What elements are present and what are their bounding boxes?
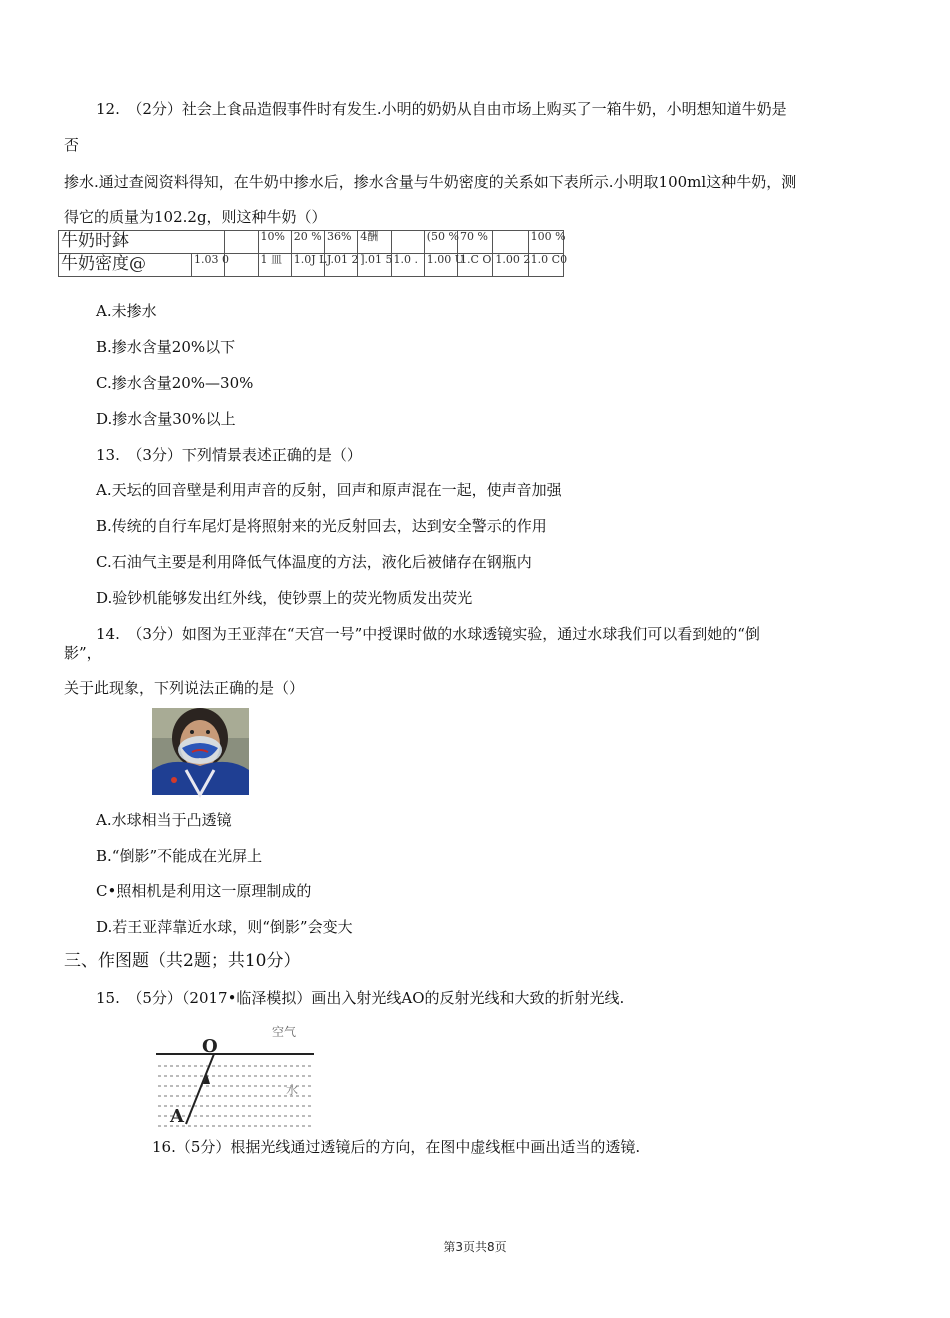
table-cell (493, 231, 528, 254)
q14-stem-line3: 关于此现象，下列说法正确的是（） (64, 679, 305, 697)
table-cell: (50 % (424, 231, 457, 254)
table-cell: 1.00 U (424, 254, 457, 277)
table-cell (225, 254, 258, 277)
milk-density-table (58, 230, 568, 277)
astronaut-water-ball-image (152, 708, 249, 795)
table-cell: 1.0 C0 (528, 254, 563, 277)
q13-stem: 13. （3分）下列情景表述正确的是（） (96, 446, 362, 464)
table-cell: 1.C O (458, 254, 493, 277)
table-cell: 4酬 (358, 231, 391, 254)
table-cell: 牛奶密度@ (59, 254, 192, 277)
q12-option-d: D.掺水含量30%以上 (96, 410, 236, 428)
page-number: 第3页共8页 (443, 1240, 507, 1254)
q16-stem: 16.（5分）根据光线通过透镜后的方向，在图中虚线框中画出适当的透镜. (152, 1138, 641, 1156)
q13-option-a: A.天坛的回音壁是利用声音的反射，回声和原声混在一起，使声音加强 (96, 481, 562, 499)
table-cell: 70 % (458, 231, 493, 254)
table-cell: 36% (325, 231, 358, 254)
table-cell: 20 % (291, 231, 324, 254)
table-cell: 1 皿 (258, 254, 291, 277)
q12-stem-line3: 掺水.通过查阅资料得知，在牛奶中掺水后，掺水含量与牛奶密度的关系如下表所示.小明取100ml这种牛奶，测 (64, 173, 797, 191)
water-ball-photo (152, 708, 249, 795)
table-cell: 10% (258, 231, 291, 254)
table-cell (391, 231, 424, 254)
point-o-label: O (202, 1036, 218, 1057)
q12-stem-line4: 得它的质量为102.2g，则这种牛奶（） (64, 208, 327, 226)
q12-option-b: B.掺水含量20%以下 (96, 338, 236, 356)
q14-option-b: B.“倒影”不能成在光屏上 (96, 847, 263, 865)
q12-option-a: A.未掺水 (96, 302, 157, 320)
table-cell: ].01 5 (358, 254, 391, 277)
table-row-water-content (59, 231, 564, 254)
q13-option-b: B.传统的自行车尾灯是将照射来的光反射回去，达到安全警示的作用 (96, 517, 547, 535)
q14-stem-line1: 14. （3分）如图为王亚萍在“天宫一号”中授课时做的水球透镜实验，通过水球我们可以看到她的“倒 (96, 625, 760, 643)
q13-option-d: D.验钞机能够发出红外线，使钞票上的荧光物质发出荧光 (96, 589, 473, 607)
refraction-figure (150, 1020, 320, 1132)
table-cell: 1.0J L (291, 254, 324, 277)
table-cell: 1.03 0 (192, 254, 225, 277)
q14-option-c: C•照相机是利用这一原理制成的 (96, 882, 312, 900)
table-cell: 1.00 2 (493, 254, 528, 277)
table-cell: 牛奶时鉢 (59, 231, 225, 254)
q14-stem-line2: 影”， (64, 644, 102, 662)
table-cell: 1.0 . (391, 254, 424, 277)
q12-stem-line1: 12. （2分）社会上食品造假事件时有发生.小明的奶奶从自由市场上购买了一箱牛奶，小明想知道牛奶是 (96, 100, 787, 118)
table-cell: J.01 2 (325, 254, 358, 277)
water-label: 水 (286, 1083, 299, 1097)
point-a-label: A (170, 1106, 184, 1127)
table-row-milk-density (59, 254, 564, 277)
table-cell (225, 231, 258, 254)
q13-option-c: C.石油气主要是利用降低气体温度的方法，液化后被储存在钢瓶内 (96, 553, 532, 571)
q14-option-a: A.水球相当于凸透镜 (96, 811, 232, 829)
section-heading: 三、作图题（共2题；共10分） (64, 951, 301, 971)
q12-stem-line2: 否 (64, 136, 80, 154)
table-cell: 100 % (528, 231, 563, 254)
q12-option-c: C.掺水含量20%—30% (96, 374, 254, 392)
air-water-interface-diagram (150, 1020, 320, 1132)
air-label: 空气 (272, 1025, 297, 1039)
q15-stem: 15. （5分）（2017•临泽模拟）画出入射光线AO的反射光线和大致的折射光线. (96, 989, 625, 1007)
q14-option-d: D.若王亚萍靠近水球，则“倒影”会变大 (96, 918, 353, 936)
